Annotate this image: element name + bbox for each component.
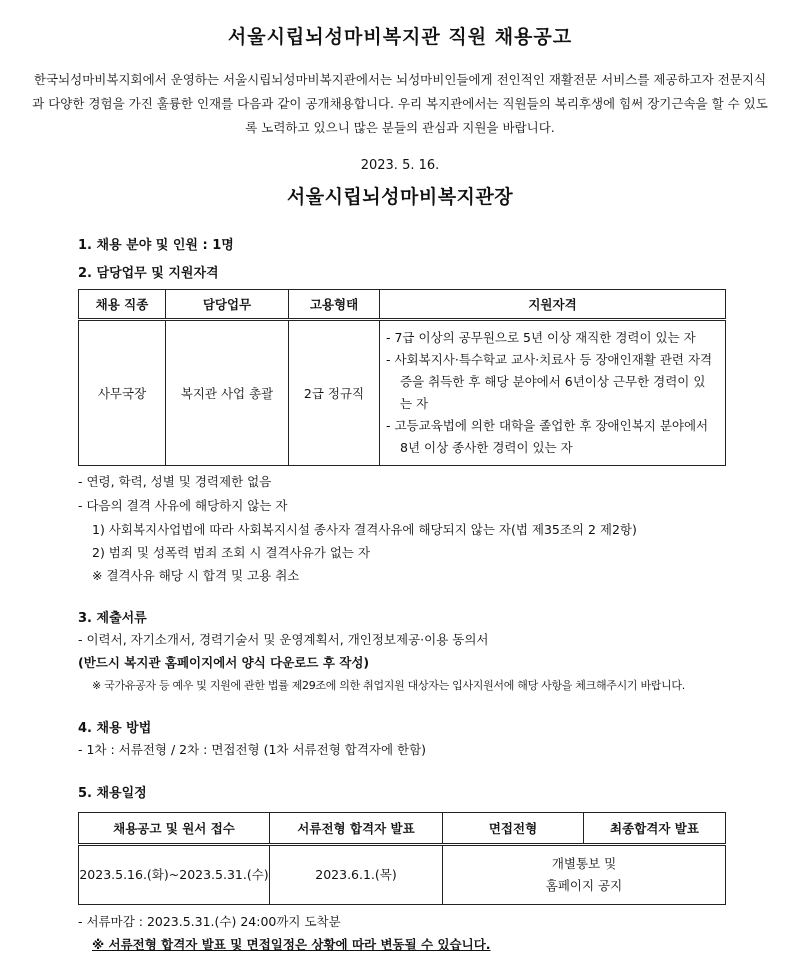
- qualification-item: - 고등교육법에 의한 대학을 졸업한 후 장애인복지 분야에서 8년 이상 종사한 경력이 있는 자: [386, 418, 709, 455]
- requirement-note: - 연령, 학력, 성별 및 경력제한 없음: [78, 474, 272, 489]
- notice-date: 2023. 5. 16.: [360, 158, 440, 173]
- table-row: [79, 320, 726, 466]
- cell-job: 사무국장: [79, 320, 166, 466]
- cell-doc-result-date: 2023.6.1.(목): [270, 845, 443, 905]
- disqualification-item: 1) 사회복지사업법에 따라 사회복지시설 종사자 결격사유에 해당되지 않는 자(법 제35조의 2 제2항): [92, 522, 637, 537]
- documents-download-note: (반드시 복지관 홈페이지에서 양식 다운로드 후 작성): [78, 655, 370, 670]
- requirement-note: - 다음의 결격 사유에 해당하지 않는 자: [78, 498, 288, 513]
- section-1-heading: 1. 채용 분야 및 인원 : 1명: [78, 238, 234, 253]
- section-5-heading: 5. 채용일정: [78, 786, 147, 801]
- header-interview: 면접전형: [443, 813, 584, 845]
- notice-method-line: 홈페이지 공지: [545, 878, 623, 893]
- table-header-row: [79, 813, 726, 845]
- header-job: 채용 직종: [79, 290, 166, 320]
- qualification-item: - 사회복지사·특수학교 교사·치료사 등 장애인재활 관련 자격증을 취득한 후 해당 분야에서 6년이상 근무한 경력이 있는 자: [386, 352, 713, 411]
- header-qualification: 지원자격: [380, 290, 726, 320]
- intro-paragraph: 한국뇌성마비복지회에서 운영하는 서울시립뇌성마비복지관에서는 뇌성마비인들에게 전인적인 재활전문 서비스를 제공하고자 전문지식과 다양한 경험을 가진 훌륭한 인재를 다음과 같이 공개채용합니다. 우리 복지관에서는 직원들의 복리후생에 힘써 장기근속을 할 수 있도록 노력하고 있으니 많은 분들의 관심과 지원을 바랍니다.: [32, 72, 768, 135]
- header-final-result: 최종합격자 발표: [584, 813, 726, 845]
- organization-signature: 서울시립뇌성마비복지관장: [286, 186, 514, 208]
- selection-method: - 1차 : 서류전형 / 2차 : 면접전형 (1차 서류전형 합격자에 한함): [78, 742, 427, 757]
- section-2-heading: 2. 담당업무 및 지원자격: [78, 266, 219, 281]
- cell-duty: 복지관 사업 총괄: [166, 320, 289, 466]
- disqualification-note: ※ 결격사유 해당 시 합격 및 고용 취소: [92, 568, 300, 583]
- header-type: 고용형태: [289, 290, 380, 320]
- header-doc-result: 서류전형 합격자 발표: [270, 813, 443, 845]
- qualification-item: - 7급 이상의 공무원으로 5년 이상 재직한 경력이 있는 자: [386, 330, 696, 345]
- schedule-change-note: ※ 서류전형 합격자 발표 및 면접일정은 상황에 따라 변동될 수 있습니다.: [92, 937, 491, 952]
- header-duty: 담당업무: [166, 290, 289, 320]
- cell-interview-final: [443, 845, 726, 905]
- cell-apply-period: 2023.5.16.(화)~2023.5.31.(수): [79, 845, 270, 905]
- header-apply: 채용공고 및 원서 접수: [79, 813, 270, 845]
- cell-qualifications: [380, 320, 726, 466]
- disqualification-item: 2) 범죄 및 성폭력 범죄 조회 시 결격사유가 없는 자: [92, 545, 371, 560]
- section-4-heading: 4. 채용 방법: [78, 721, 152, 736]
- veteran-note: ※ 국가유공자 등 예우 및 지원에 관한 법률 제29조에 의한 취업지원 대상자는 입사지원서에 해당 사항을 체크해주시기 바랍니다.: [92, 679, 685, 692]
- cell-type: 2급 정규직: [289, 320, 380, 466]
- deadline-note: - 서류마감 : 2023.5.31.(수) 24:00까지 도착분: [78, 914, 341, 929]
- notice-method-line: 개별통보 및: [551, 856, 617, 871]
- table-row: [79, 845, 726, 905]
- schedule-table: [78, 812, 726, 905]
- table-header-row: [79, 290, 726, 320]
- section-3-heading: 3. 제출서류: [78, 611, 147, 626]
- documents-list: - 이력서, 자기소개서, 경력기술서 및 운영계획서, 개인정보제공·이용 동의서: [78, 632, 489, 647]
- duty-qualification-table: [78, 289, 726, 466]
- notice-title: 서울시립뇌성마비복지관 직원 채용공고: [227, 26, 573, 48]
